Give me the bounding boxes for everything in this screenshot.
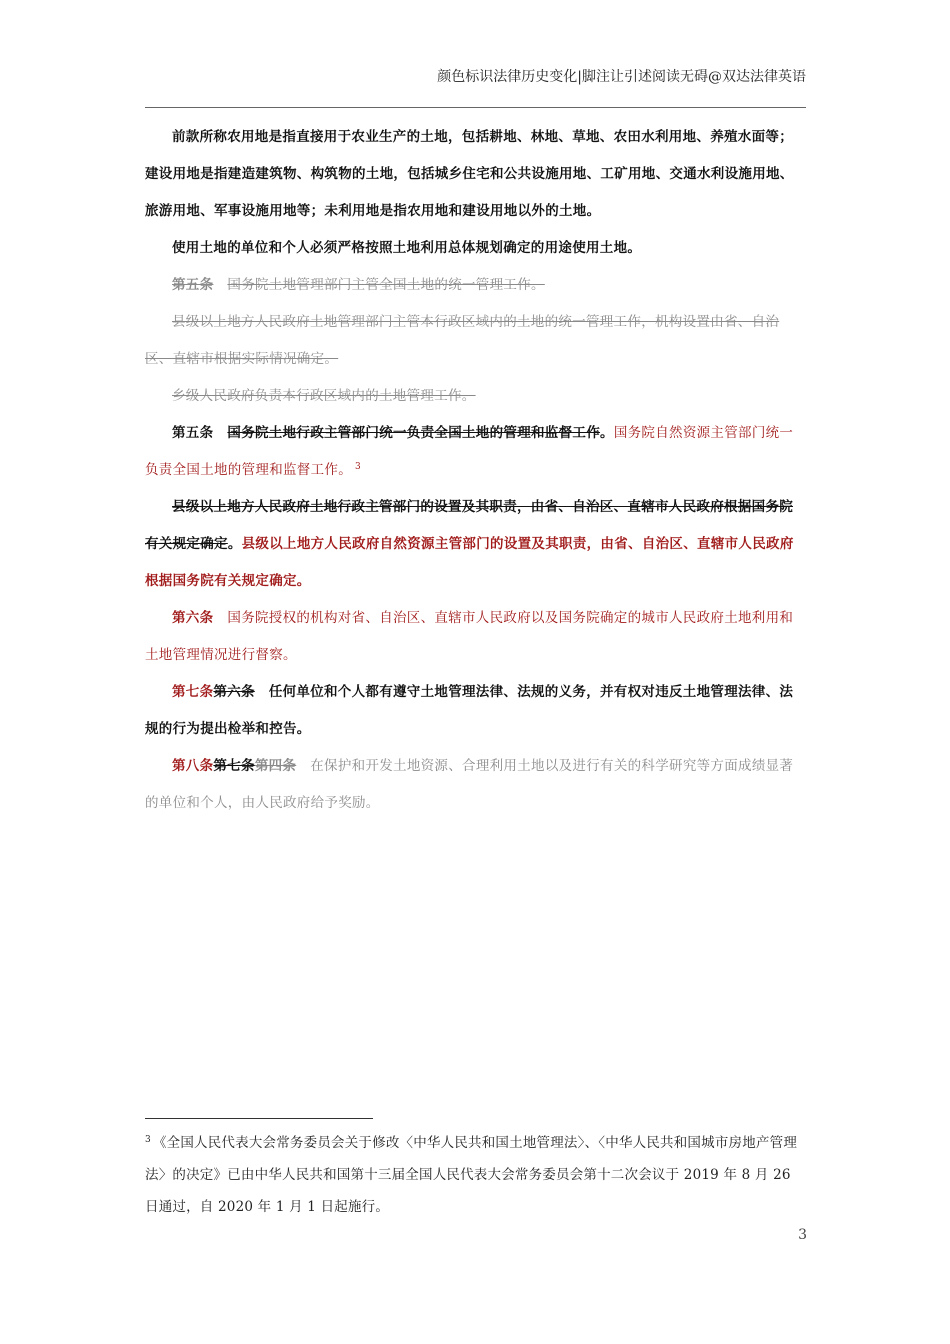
document-body: [145, 119, 806, 822]
header-title: 颜色标识法律历史变化|脚注让引述阅读无碍@双达法律英语: [437, 69, 806, 85]
page-header: [145, 66, 806, 88]
article-number: 第六条: [172, 610, 214, 626]
paragraph-land-definitions: [145, 119, 806, 230]
footnote: [145, 1127, 806, 1223]
paragraph-article-7: [145, 674, 806, 748]
article-number: 第五条: [172, 425, 214, 441]
page-number: 3: [798, 1227, 807, 1243]
separator: 。: [600, 425, 614, 441]
article-number-mid: 第七条: [213, 758, 255, 774]
paragraph-text: 国务院授权的机构对省、自治区、直辖市人民政府以及国务院确定的城市人民政府土地利用和土地管理情况进行督察。: [145, 610, 794, 663]
paragraph-article-8: [145, 748, 806, 822]
paragraph-text: 在保护和开发土地资源、合理利用土地以及进行有关的科学研究等方面成绩显著的单位和个人，由人民政府给予奖励。: [145, 758, 794, 811]
paragraph-new-article-6: [145, 600, 806, 674]
paragraph-text: 县级以上地方人民政府土地管理部门主管本行政区域内的土地的统一管理工作，机构设置由省、自治区、直辖市根据实际情况确定。: [145, 314, 780, 367]
footnote-reference[interactable]: 3: [355, 461, 362, 472]
amended-text: 国务院自然资源主管部门统一负责全国土地的管理和监督工作。: [145, 425, 794, 478]
article-number: 第五条: [172, 277, 214, 293]
paragraph-repealed-article-5: [145, 267, 806, 304]
footnote-divider: [145, 1118, 373, 1119]
article-number-old: 第六条: [213, 684, 255, 700]
paragraph-text: 国务院土地管理部门主管全国土地的统一管理工作。: [227, 277, 545, 293]
paragraph-land-use: [145, 230, 806, 267]
header-divider: [145, 107, 806, 108]
struck-text: 县级以上地方人民政府土地行政主管部门的设置及其职责，由省、自治区、直辖市人民政府根据国务院有关规定确定: [145, 499, 793, 552]
footnote-mark: 3: [145, 1134, 151, 1145]
paragraph-text: 任何单位和个人都有遵守土地管理法律、法规的义务，并有权对违反土地管理法律、法规的行为提出检举和控告。: [145, 684, 794, 737]
paragraph-text: 前款所称农用地是指直接用于农业生产的土地，包括耕地、林地、草地、农田水利用地、养殖水面等；建设用地是指建造建筑物、构筑物的土地，包括城乡住宅和公共设施用地、工矿用地、交通水利设施用地、旅游用地、军事设施用地等；未利用地是指农用地和建设用地以外的土地。: [145, 129, 794, 219]
paragraph-repealed-township-admin: [145, 378, 806, 415]
separator: 。: [227, 536, 242, 552]
paragraph-text: 乡级人民政府负责本行政区域内的土地管理工作。: [172, 388, 476, 404]
paragraph-amended-county-admin: [145, 489, 806, 600]
article-number-new: 第七条: [172, 684, 214, 700]
amended-text: 县级以上地方人民政府自然资源主管部门的设置及其职责，由省、自治区、直辖市人民政府根据国务院有关规定确定。: [145, 536, 794, 589]
paragraph-amended-article-5: [145, 415, 806, 489]
article-number-old: 第四条: [254, 758, 297, 774]
paragraph-text: 使用土地的单位和个人必须严格按照土地利用总体规划确定的用途使用土地。: [172, 240, 642, 256]
article-number-new: 第八条: [172, 758, 214, 774]
footnote-text: 《全国人民代表大会常务委员会关于修改〈中华人民共和国土地管理法〉、〈中华人民共和国城市房地产管理法〉的决定》已由中华人民共和国第十三届全国人民代表大会常务委员会第十二次会议于 2019 年 8 月 26 日通过，自 2020 年 1 月 1 日起施行。: [145, 1135, 798, 1215]
paragraph-repealed-county-admin: [145, 304, 806, 378]
struck-text: 国务院土地行政主管部门统一负责全国土地的管理和监督工作: [227, 425, 601, 441]
